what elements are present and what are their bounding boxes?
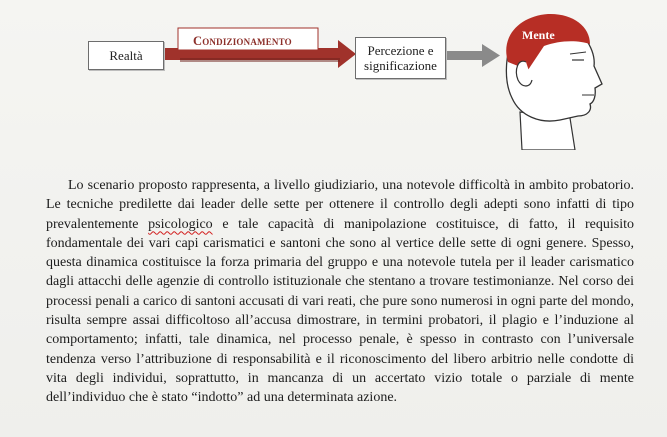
paragraph <box>46 176 634 408</box>
spellcheck-word: psicologico <box>148 216 213 232</box>
realta-label: Realtà <box>109 48 143 63</box>
text-after: e tale capacità di manipolazione costituisce, di fatto, il requisito fondamentale dei vari capi carismatici e santoni che sono al vertice delle sette di ogni genere. Spesso, questa dinamica costituisce la forza primaria del gruppo e una notevole tutela per il leader carismatico dagli attacchi delle agenzie di controllo istituzionale che stentano a trovare testimonianze. Nel corso dei processi penali a carico di santoni accusati di vari reati, che pure sono numerosi in ogni parte del mondo, risulta sempre assai difficoltoso all’accusa dimostrare, in termini probatori, il plagio e l’induzione al comportamento; infatti, tale dinamica, nel processo penale, è spesso in contrasto con l’universale tendenza verso l’attribuzione di responsabilità e il riconoscimento del libero arbitrio nelle condotte di vita degli individui, soprattutto, in mancanza di un accertato vizio totale o parziale di mente dell’individuo che è stato “indotto” ad una determinata azione. <box>46 216 634 406</box>
percezione-box <box>355 37 446 79</box>
diagram-graphics <box>0 0 667 150</box>
percezione-line-1: Percezione e <box>367 43 434 58</box>
body-text <box>46 176 634 408</box>
mente-label: Mente <box>522 28 555 42</box>
arrow-right-icon <box>446 44 500 67</box>
realta-box <box>88 41 164 70</box>
condizionamento-text: Condizionamento <box>193 34 292 48</box>
condizionamento-label <box>193 34 292 49</box>
text-before: Lo scenario proposto rappresenta, a livello giudiziario, una notevole difficoltà in ambito probatorio. Le tecniche predilette dai leader delle sette per ottenere il controllo degli adepti sono infatti di tipo prevalentemente <box>46 178 634 232</box>
percezione-line-2: significazione <box>364 58 437 73</box>
conditioning-diagram <box>0 0 667 150</box>
